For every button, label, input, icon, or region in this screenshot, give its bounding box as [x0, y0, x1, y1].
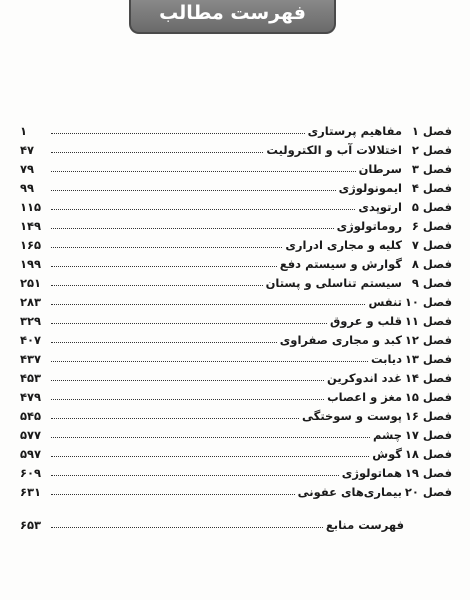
- toc-entry[interactable]: [20, 119, 454, 138]
- dot-leader: [51, 209, 355, 210]
- toc-entry[interactable]: [20, 309, 454, 328]
- page-number: ۱۴۹: [20, 219, 42, 233]
- dot-leader: [51, 304, 365, 305]
- page-number: ۴۷: [20, 143, 35, 157]
- toc-entry[interactable]: [20, 480, 454, 499]
- dot-leader: [51, 399, 324, 400]
- toc-entry[interactable]: [20, 214, 454, 233]
- page-number: ۴۵۳: [20, 371, 42, 385]
- dot-leader: [51, 171, 356, 172]
- toc-entry[interactable]: [20, 328, 454, 347]
- toc-entry[interactable]: [20, 347, 454, 366]
- chapter-title: اختلالات آب و الکترولیت: [266, 143, 402, 157]
- dot-leader: [51, 527, 323, 528]
- toc-entry[interactable]: [20, 233, 454, 252]
- chapter-number: فصل ۸: [411, 257, 452, 271]
- dot-leader: [51, 437, 370, 438]
- chapter-title: سرطان: [358, 162, 402, 176]
- chapter-number: فصل ۲: [411, 143, 452, 157]
- page-number: ۲۸۳: [20, 295, 42, 309]
- page-number: ۹۹: [20, 181, 35, 195]
- dot-leader: [51, 133, 305, 134]
- dot-leader: [51, 247, 282, 248]
- page-title: فهرست مطالب: [159, 2, 306, 24]
- chapter-title: بیماری‌های عفونی: [297, 485, 402, 499]
- dot-leader: [51, 342, 277, 343]
- dot-leader: [51, 418, 299, 419]
- chapter-title: روماتولوژی: [336, 219, 402, 233]
- chapter-number: فصل ۶: [411, 219, 452, 233]
- chapter-number: فصل ۱۷: [404, 428, 452, 442]
- toc-entry[interactable]: [20, 366, 454, 385]
- chapter-number: فصل ۹: [411, 276, 452, 290]
- dot-leader: [51, 380, 324, 381]
- chapter-title: دیابت: [370, 352, 402, 366]
- dot-leader: [51, 494, 295, 495]
- chapter-title: مفاهیم پرستاری: [307, 124, 402, 138]
- dot-leader: [51, 475, 339, 476]
- chapter-number: فصل ۱۶: [404, 409, 452, 423]
- chapter-number: فصل ۱۳: [404, 352, 452, 366]
- page-number: ۱۶۵: [20, 238, 42, 252]
- chapter-title: مغز و اعصاب: [327, 390, 402, 404]
- page-number: ۱۱۵: [20, 200, 42, 214]
- dot-leader: [51, 266, 277, 267]
- chapter-title: گوارش و سیستم دفع: [279, 257, 402, 271]
- chapter-title: غدد اندوکرین: [327, 371, 402, 385]
- toc-entry[interactable]: [20, 290, 454, 309]
- dot-leader: [51, 456, 369, 457]
- page-number: ۱۹۹: [20, 257, 42, 271]
- page-number: ۴۷۹: [20, 390, 42, 404]
- chapter-number: فصل ۲۰: [404, 485, 452, 499]
- dot-leader: [51, 361, 368, 362]
- chapter-number: فصل ۱۲: [404, 333, 452, 347]
- page-number: ۳۲۹: [20, 314, 42, 328]
- chapter-title: گوش: [372, 447, 402, 461]
- references-title: فهرست منابع: [325, 518, 404, 532]
- chapter-title: پوست و سوختگی: [302, 409, 402, 423]
- page-number: ۷۹: [20, 162, 35, 176]
- dot-leader: [51, 152, 263, 153]
- chapter-number: فصل ۵: [411, 200, 452, 214]
- chapter-number: فصل ۳: [411, 162, 452, 176]
- header-tab: [129, 0, 336, 34]
- dot-leader: [51, 285, 263, 286]
- toc-entry[interactable]: [20, 442, 454, 461]
- chapter-title: چشم: [372, 428, 402, 442]
- page-number: ۴۰۷: [20, 333, 42, 347]
- toc-entry[interactable]: [20, 252, 454, 271]
- dot-leader: [51, 228, 334, 229]
- toc-entry[interactable]: [20, 176, 454, 195]
- references-page-number: ۶۵۳: [20, 518, 42, 532]
- toc-entry[interactable]: [20, 195, 454, 214]
- page-number: ۵۷۷: [20, 428, 42, 442]
- toc-list: [20, 119, 454, 499]
- chapter-title: تنفس: [368, 295, 402, 309]
- chapter-number: فصل ۱۸: [404, 447, 452, 461]
- dot-leader: [51, 190, 336, 191]
- toc-entry[interactable]: [20, 461, 454, 480]
- chapter-title: ارتوپدی: [358, 200, 402, 214]
- chapter-title: سیستم تناسلی و پستان: [265, 276, 402, 290]
- chapter-number: فصل ۷: [411, 238, 452, 252]
- chapter-title: هماتولوژی: [341, 466, 402, 480]
- page-number: ۶۳۱: [20, 485, 42, 499]
- chapter-number: فصل ۱۱: [404, 314, 452, 328]
- toc-entry[interactable]: [20, 404, 454, 423]
- toc-entry[interactable]: [20, 138, 454, 157]
- chapter-title: قلب و عروق: [330, 314, 402, 328]
- toc-entry[interactable]: [20, 385, 454, 404]
- toc-entry[interactable]: [20, 271, 454, 290]
- references-entry[interactable]: [20, 513, 404, 532]
- chapter-number: فصل ۱۵: [404, 390, 452, 404]
- toc-entry[interactable]: [20, 423, 454, 442]
- chapter-number: فصل ۱۹: [404, 466, 452, 480]
- chapter-number: فصل ۴: [411, 181, 452, 195]
- page-number: ۴۳۷: [20, 352, 42, 366]
- chapter-number: فصل ۱۰: [404, 295, 452, 309]
- page-number: ۱: [20, 124, 28, 138]
- chapter-number: فصل ۱۴: [404, 371, 452, 385]
- page-number: ۶۰۹: [20, 466, 42, 480]
- chapter-title: کبد و مجاری صفراوی: [279, 333, 402, 347]
- chapter-title: ایمونولوژی: [338, 181, 402, 195]
- page-number: ۵۴۵: [20, 409, 42, 423]
- chapter-title: کلیه و مجاری ادراری: [285, 238, 402, 252]
- dot-leader: [51, 323, 327, 324]
- chapter-number: فصل ۱: [411, 124, 452, 138]
- page-number: ۵۹۷: [20, 447, 42, 461]
- page-number: ۲۵۱: [20, 276, 42, 290]
- toc-entry[interactable]: [20, 157, 454, 176]
